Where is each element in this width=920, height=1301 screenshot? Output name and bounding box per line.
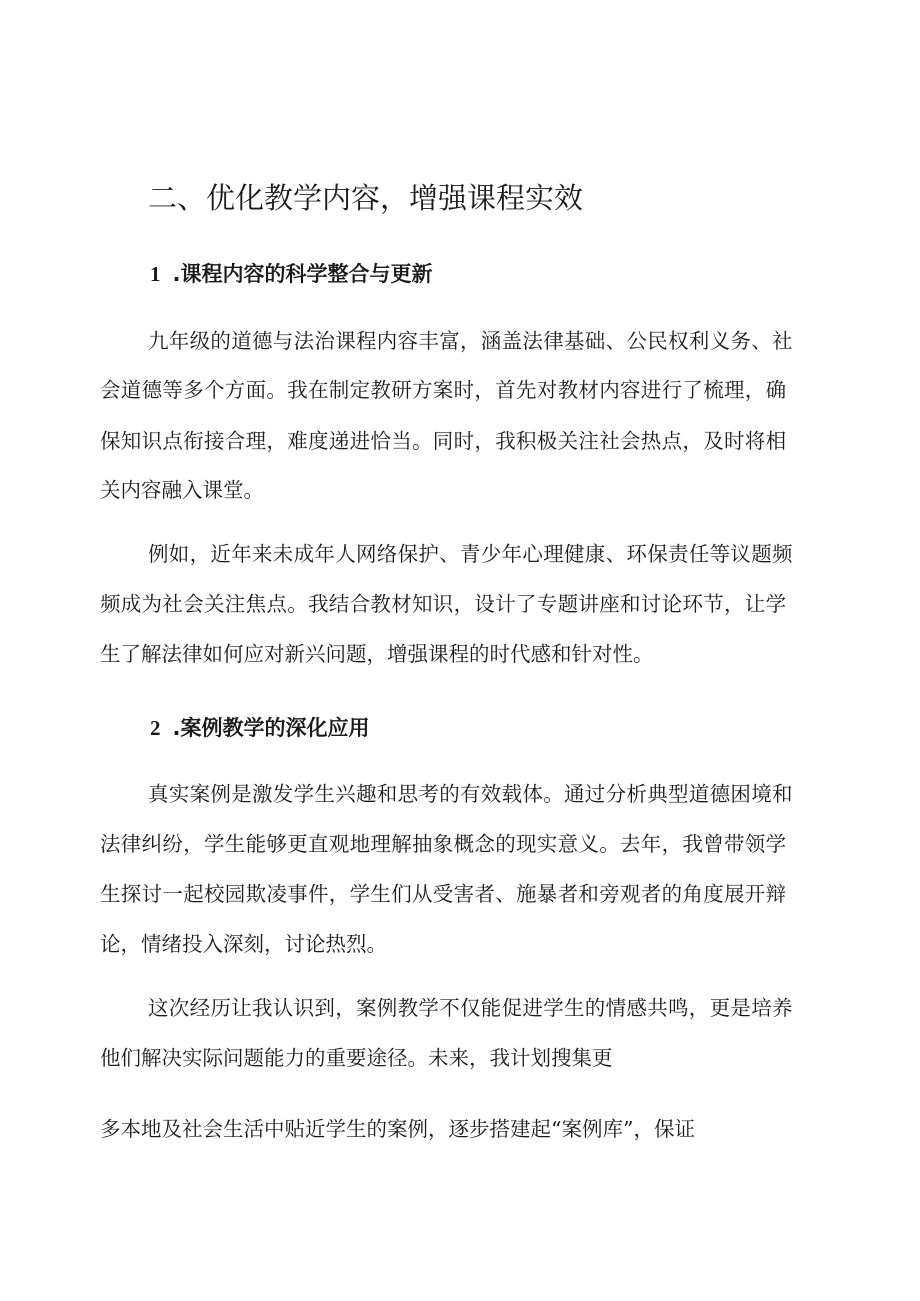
subsection-number: 1 (150, 262, 161, 286)
paragraph-3-line-2: 法律纠纷，学生能够更直观地理解抽象概念的现实意义。去年，我曾带领学 (100, 832, 787, 856)
paragraph-3-line-3: 生探讨一起校园欺凌事件，学生们从受害者、施暴者和旁观者的角度展开辩 (100, 882, 787, 906)
paragraph-4-line-3: 多本地及社会生活中贴近学生的案例，逐步搭建起“案例库”，保证 (100, 1117, 695, 1141)
paragraph-1-line-1: 九年级的道德与法治课程内容丰富，涵盖法律基础、公民权利义务、社 (148, 329, 793, 353)
subsection-title: .案例教学的深化应用 (172, 716, 370, 740)
subsection-number: 2 (150, 716, 161, 740)
subsection-title: .课程内容的科学整合与更新 (172, 262, 433, 286)
subsection-heading-2 (150, 712, 369, 742)
section-title: 二、优化教学内容，增强课程实效 (148, 181, 584, 215)
paragraph-2-line-3: 生了解法律如何应对新兴问题，增强课程的时代感和针对性。 (100, 642, 654, 666)
paragraph-2-line-1: 例如，近年来未成年人网络保护、青少年心理健康、环保责任等议题频 (148, 542, 793, 566)
paragraph-2-line-2: 频成为社会关注焦点。我结合教材知识，设计了专题讲座和讨论环节，让学 (100, 592, 787, 616)
paragraph-3-line-1: 真实案例是激发学生兴趣和思考的有效载体。通过分析典型道德困境和 (148, 782, 793, 806)
subsection-heading-1 (150, 258, 432, 288)
paragraph-1-line-3: 保知识点衔接合理，难度递进恰当。同时，我积极关注社会热点，及时将相 (100, 429, 787, 453)
paragraph-1-line-2: 会道德等多个方面。我在制定教研方案时，首先对教材内容进行了梳理，确 (100, 378, 787, 402)
paragraph-3-line-4: 论，情绪投入深刻，讨论热烈。 (100, 932, 387, 956)
paragraph-1-line-4: 关内容融入课堂。 (100, 478, 264, 502)
paragraph-4-line-1: 这次经历让我认识到，案例教学不仅能促进学生的情感共鸣，更是培养 (148, 996, 793, 1020)
paragraph-4-line-2: 他们解决实际问题能力的重要途径。未来，我计划搜集更 (100, 1046, 613, 1070)
